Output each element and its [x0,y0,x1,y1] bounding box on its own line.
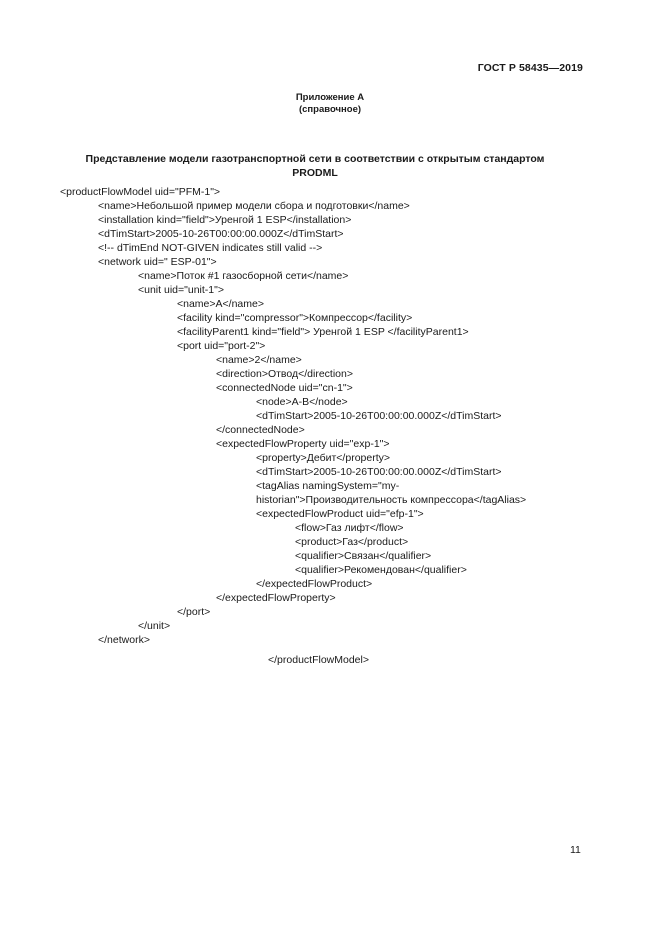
code-line: <flow>Газ лифт</flow> [295,522,404,534]
code-line: <product>Газ</product> [295,536,409,548]
code-line: <tagAlias namingSystem="my- [256,480,400,492]
code-line: <!-- dTimEnd NOT-GIVEN indicates still valid --> [98,242,323,254]
code-line: <name>Поток #1 газосборной сети</name> [138,270,349,282]
code-line: <dTimStart>2005-10-26T00:00:00.000Z</dTimStart> [256,466,502,478]
code-line: </productFlowModel> [268,654,369,666]
code-line: <name>Небольшой пример модели сбора и подготовки</name> [98,200,410,212]
annex-block [230,92,430,116]
section-title-line1: Представление модели газотранспортной сети в соответствии с открытым стандартом [85,153,545,165]
page-number: 11 [570,844,581,856]
code-line: <dTimStart>2005-10-26T00:00:00.000Z</dTimStart> [98,228,344,240]
code-line: <expectedFlowProperty uid="exp-1"> [216,438,390,450]
standard-designation: ГОСТ Р 58435—2019 [477,62,583,74]
annex-type: (справочное) [298,104,362,115]
code-line: <name>2</name> [216,354,302,366]
code-line: <qualifier>Рекомендован</qualifier> [295,564,467,576]
section-title-line2: PRODML [292,166,338,179]
code-line: <name>A</name> [177,298,264,310]
code-line: </expectedFlowProduct> [256,578,373,590]
code-line: <expectedFlowProduct uid="efp-1"> [256,508,424,520]
code-line: </unit> [138,620,171,632]
code-line: <qualifier>Связан</qualifier> [295,550,432,562]
code-line: <property>Дебит</property> [256,452,391,464]
code-line: historian">Производительность компрессора</tagAlias> [256,494,527,506]
code-line: <facilityParent1 kind="field"> Уренгой 1 ESP </facilityParent1> [177,326,469,338]
code-line: <unit uid="unit-1"> [138,284,224,296]
code-line: <installation kind="field">Уренгой 1 ESP</installation> [98,214,352,226]
code-line: <facility kind="compressor">Компрессор</facility> [177,312,413,324]
code-line: <port uid="port-2"> [177,340,266,352]
code-line: </port> [177,606,211,618]
code-line: <connectedNode uid="cn-1"> [216,382,353,394]
code-line: </connectedNode> [216,424,305,436]
code-line: </expectedFlowProperty> [216,592,336,604]
code-line: <dTimStart>2005-10-26T00:00:00.000Z</dTimStart> [256,410,502,422]
section-heading [55,153,575,180]
code-line: </network> [98,634,150,646]
code-line: <network uid=" ESP-01"> [98,256,217,268]
code-line: <direction>Отвод</direction> [216,368,353,380]
code-line: <node>A-B</node> [256,396,348,408]
annex-title: Приложение А [295,92,365,103]
code-line: <productFlowModel uid="PFM-1"> [60,186,221,198]
